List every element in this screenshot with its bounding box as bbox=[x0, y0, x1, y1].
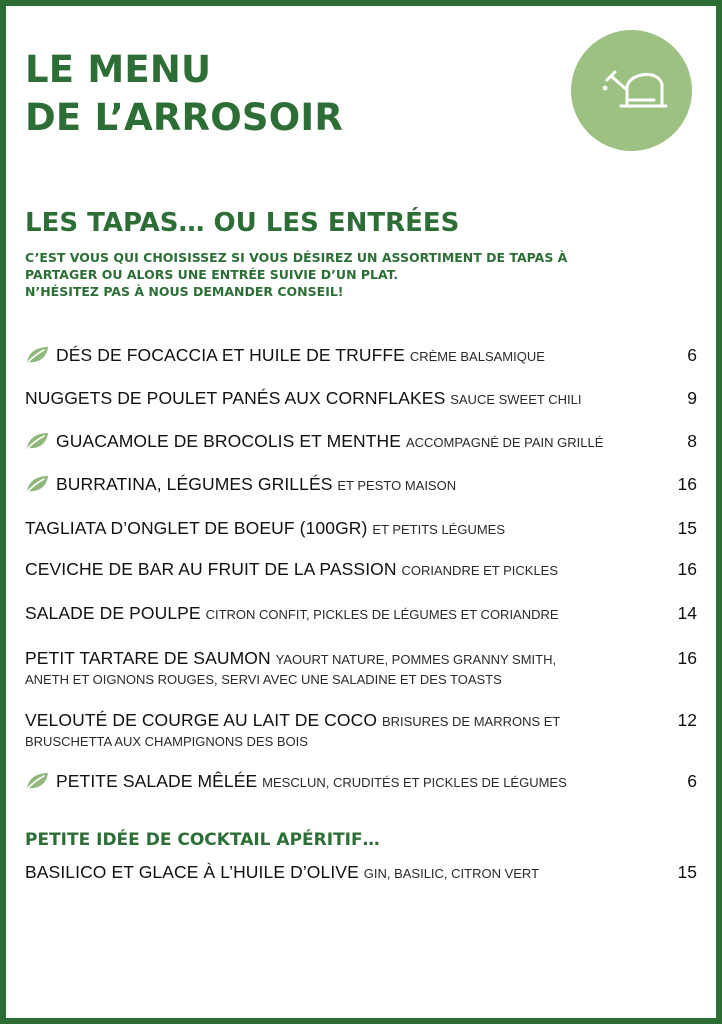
menu-item-price: 9 bbox=[687, 388, 697, 408]
menu-item-price: 14 bbox=[677, 603, 697, 623]
menu-title-line-2: DE L’ARROSOIR bbox=[25, 96, 344, 139]
menu-item-name: DÉS DE FOCACCIA ET HUILE DE TRUFFE bbox=[56, 345, 405, 365]
watering-can-logo-icon bbox=[571, 30, 692, 151]
menu-item-description: CRÈME BALSAMIQUE bbox=[409, 349, 545, 364]
cocktail-name: BASILICO ET GLACE À L’HUILE D’OLIVE bbox=[25, 862, 359, 882]
intro-line: PARTAGER OU ALORS UNE ENTRÉE SUIVIE D’UN PLAT. bbox=[25, 267, 399, 282]
menu-item-price: 12 bbox=[677, 710, 697, 730]
cocktail-section-title: PETITE IDÉE DE COCKTAIL APÉRITIF… bbox=[25, 830, 380, 850]
menu-item bbox=[25, 648, 705, 688]
menu-item bbox=[25, 559, 705, 581]
menu-item bbox=[25, 771, 705, 793]
menu-item-description: CITRON CONFIT, PICKLES DE LÉGUMES ET CORIANDRE bbox=[205, 607, 559, 622]
cocktail-price: 15 bbox=[677, 862, 697, 882]
leaf-icon bbox=[25, 345, 49, 365]
menu-item-description: SAUCE SWEET CHILI bbox=[450, 392, 582, 407]
menu-item-price: 16 bbox=[677, 559, 697, 579]
menu-item-description-line-2: ANETH ET OIGNONS ROUGES, SERVI AVEC UNE SALADINE ET DES TOASTS bbox=[25, 672, 502, 687]
menu-item-name: SALADE DE POULPE bbox=[25, 603, 201, 623]
menu-item-price: 15 bbox=[677, 518, 697, 538]
menu-item-price: 6 bbox=[687, 771, 697, 791]
menu-item-description: ACCOMPAGNÉ DE PAIN GRILLÉ bbox=[405, 435, 604, 450]
menu-item-name: TAGLIATA D’ONGLET DE BOEUF (100GR) bbox=[25, 518, 368, 538]
menu-item-name: CEVICHE DE BAR AU FRUIT DE LA PASSION bbox=[25, 559, 397, 579]
section-title: LES TAPAS… OU LES ENTRÉES bbox=[25, 208, 460, 238]
menu-title bbox=[25, 46, 343, 142]
menu-item-name: PETITE SALADE MÊLÉE bbox=[56, 771, 258, 791]
menu-item-description: MESCLUN, CRUDITÉS ET PICKLES DE LÉGUMES bbox=[262, 775, 567, 790]
menu-item bbox=[25, 518, 705, 540]
menu-item bbox=[25, 345, 705, 367]
menu-title-line-1: LE MENU bbox=[25, 48, 212, 91]
intro-line: C’EST VOUS QUI CHOISISSEZ SI VOUS DÉSIREZ UN ASSORTIMENT DE TAPAS À bbox=[25, 250, 568, 265]
menu-item-description: ET PESTO MAISON bbox=[337, 478, 457, 493]
menu-item-name: VELOUTÉ DE COURGE AU LAIT DE COCO bbox=[25, 710, 378, 730]
menu-item-price: 6 bbox=[687, 345, 697, 365]
leaf-icon bbox=[25, 474, 49, 494]
menu-item-price: 16 bbox=[677, 648, 697, 668]
menu-item bbox=[25, 603, 705, 625]
leaf-icon bbox=[25, 771, 49, 791]
menu-item-description-line-2: BRUSCHETTA AUX CHAMPIGNONS DES BOIS bbox=[25, 734, 308, 749]
section-intro bbox=[25, 249, 665, 300]
menu-item-description: CORIANDRE ET PICKLES bbox=[401, 563, 559, 578]
logo bbox=[571, 30, 692, 151]
menu-item bbox=[25, 388, 705, 410]
menu-item-name: PETIT TARTARE DE SAUMON bbox=[25, 648, 271, 668]
menu-item bbox=[25, 474, 705, 496]
menu-item-description: BRISURES DE MARRONS ET bbox=[381, 714, 561, 729]
menu-item bbox=[25, 431, 705, 453]
cocktail-item bbox=[25, 862, 705, 884]
menu-item-description: ET PETITS LÉGUMES bbox=[372, 522, 506, 537]
menu-item-name: GUACAMOLE DE BROCOLIS ET MENTHE bbox=[56, 431, 402, 451]
menu-item-description: YAOURT NATURE, POMMES GRANNY SMITH, bbox=[275, 652, 557, 667]
menu-item-name: NUGGETS DE POULET PANÉS AUX CORNFLAKES bbox=[25, 388, 446, 408]
menu-item-price: 16 bbox=[677, 474, 697, 494]
menu-item-name: BURRATINA, LÉGUMES GRILLÉS bbox=[56, 474, 333, 494]
cocktail-description: GIN, BASILIC, CITRON VERT bbox=[363, 866, 540, 881]
leaf-icon bbox=[25, 431, 49, 451]
intro-line: N’HÉSITEZ PAS À NOUS DEMANDER CONSEIL! bbox=[25, 284, 344, 299]
menu-item bbox=[25, 710, 705, 750]
menu-item-price: 8 bbox=[687, 431, 697, 451]
